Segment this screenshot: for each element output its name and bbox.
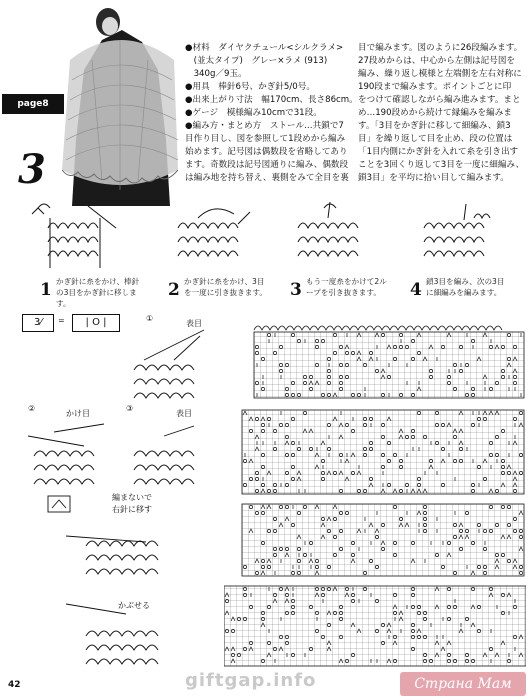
spec-line: め…190段めから続けて縁編みを編みま (358, 108, 512, 118)
spec-line: ●用具 棒針6号、かぎ針5/0号。 (185, 82, 315, 92)
spec-line: 340g／9玉。 (185, 69, 247, 79)
spec-line: 27段めからは、中心から左側は記号図を (358, 56, 516, 66)
diagram-label-knit-2: 右針に移す (112, 505, 152, 514)
step-caption-line: の3目をかぎ針に移しま (56, 288, 137, 297)
step-caption-line: に細編みを編みます。 (426, 288, 502, 297)
spec-line: 190段まで編みます。ポイントごとに印 (358, 82, 512, 92)
chart-section-1 (254, 326, 524, 398)
spec-line: 目作り目し、図を参照して1段めから編み (185, 134, 346, 144)
chart-section-3 (242, 504, 524, 576)
step-number: 2 (168, 280, 180, 300)
step-caption-line: かぎ針に糸をかけ、3目 (184, 277, 265, 286)
spec-line: ●編み方・まとめ方 ストール…共鎖で7 (185, 121, 344, 131)
spec-line: ●ゲージ 模様編み10cmで31段。 (185, 108, 322, 118)
diagram-label-3: ③ (126, 404, 134, 413)
spec-line: は編み地を持ち替え、裏側をみて全目を裏 (185, 173, 349, 183)
watermark: giftgap.info (185, 670, 317, 691)
shawl-photo-illustration (62, 0, 178, 206)
legend-equals: = (58, 316, 65, 325)
step-caption (56, 276, 156, 309)
spec-line: ●出来上がり寸法 幅170cm、長さ86cm。 (185, 95, 358, 105)
diagram-label-kakeme: かけ目 (66, 409, 90, 418)
spec-line: ことを3回くり返して3目を一度に細編み、 (358, 160, 525, 170)
step-number: 1 (40, 280, 52, 300)
step-number: 3 (290, 280, 302, 300)
step-number: 4 (410, 280, 422, 300)
stitch-symbol-box: 3⁄ (22, 314, 54, 332)
spec-line: 鎖3目」を平均に拾い目して編みます。 (358, 173, 509, 183)
decrease-symbol-box (48, 496, 70, 512)
step-caption-line: す。 (56, 299, 71, 308)
diagram-label-knit-1: 編まないで (112, 493, 152, 502)
site-logo (400, 672, 526, 696)
spec-line: をつけて確認しながら編み進みます。まと (358, 95, 521, 105)
step-3-illustration (298, 202, 358, 256)
spec-line: 始めます。記号図は偶数段を省略してあり (185, 147, 348, 157)
step-caption-line: ープを引き抜きます。 (306, 288, 381, 297)
spec-line: 目」を繰り返して目を止め、段の位置は (358, 134, 513, 144)
technique-diagram-2 (28, 424, 104, 484)
spec-line: ます。奇数段は記号図通りに編み、偶数段 (185, 160, 349, 170)
page-number: 42 (8, 680, 21, 690)
step-caption (426, 276, 526, 298)
step-caption-line: かぎ針に糸をかけ、棒針 (56, 277, 140, 286)
diagram-label-omote2: 表目 (176, 409, 192, 418)
legend-right-symbol: | O | (72, 314, 120, 332)
specs-right-column (358, 42, 526, 185)
steps-illustrations (28, 198, 518, 278)
spec-line: 「1目内側にかぎ針を入れて糸を引き出す (358, 147, 519, 157)
diagram-label-2: ② (28, 404, 36, 413)
step-caption (306, 276, 406, 298)
knitting-charts (224, 318, 526, 668)
step-caption-line: もう一度糸をかけて2ル (306, 277, 387, 286)
step-2-illustration (178, 209, 250, 256)
pattern-number: 3 (18, 146, 46, 193)
diagram-label-1: ① (146, 314, 154, 323)
spec-line: 目で編みます。図のように26段編みます。 (358, 43, 523, 53)
diagram-label-omote: 表目 (186, 319, 202, 328)
step-1-illustration (32, 204, 116, 268)
page-tag: page8 (2, 94, 64, 114)
step-caption-line: を一度に引き抜きます。 (184, 288, 267, 297)
spec-line: す。「3目をかぎ針に移して細編み、鎖3 (358, 121, 511, 131)
stitch-technique-diagrams (16, 320, 226, 680)
chart-section-2 (242, 410, 524, 494)
step-caption-line: 鎖3目を編み、次の3目 (426, 277, 505, 286)
technique-diagram-5 (66, 604, 158, 664)
technique-diagram-3 (134, 426, 194, 484)
specs-left-column (185, 42, 358, 185)
spec-line: 編み、繰り返し模様と左端側を左右対称に (358, 69, 522, 79)
model-photo (62, 0, 178, 206)
step-4-illustration (424, 204, 490, 256)
site-logo-text: Страна Мам (414, 676, 512, 692)
spec-line: (並太タイプ) グレー×ラメ (913) (185, 56, 328, 66)
technique-diagram-1 (134, 330, 204, 398)
diagram-label-kabuseru: かぶせる (118, 601, 150, 610)
spec-line: ●材料 ダイヤクチュール<シルクラメ> (185, 43, 344, 53)
technique-diagram-4 (66, 536, 158, 574)
step-caption (184, 276, 294, 298)
